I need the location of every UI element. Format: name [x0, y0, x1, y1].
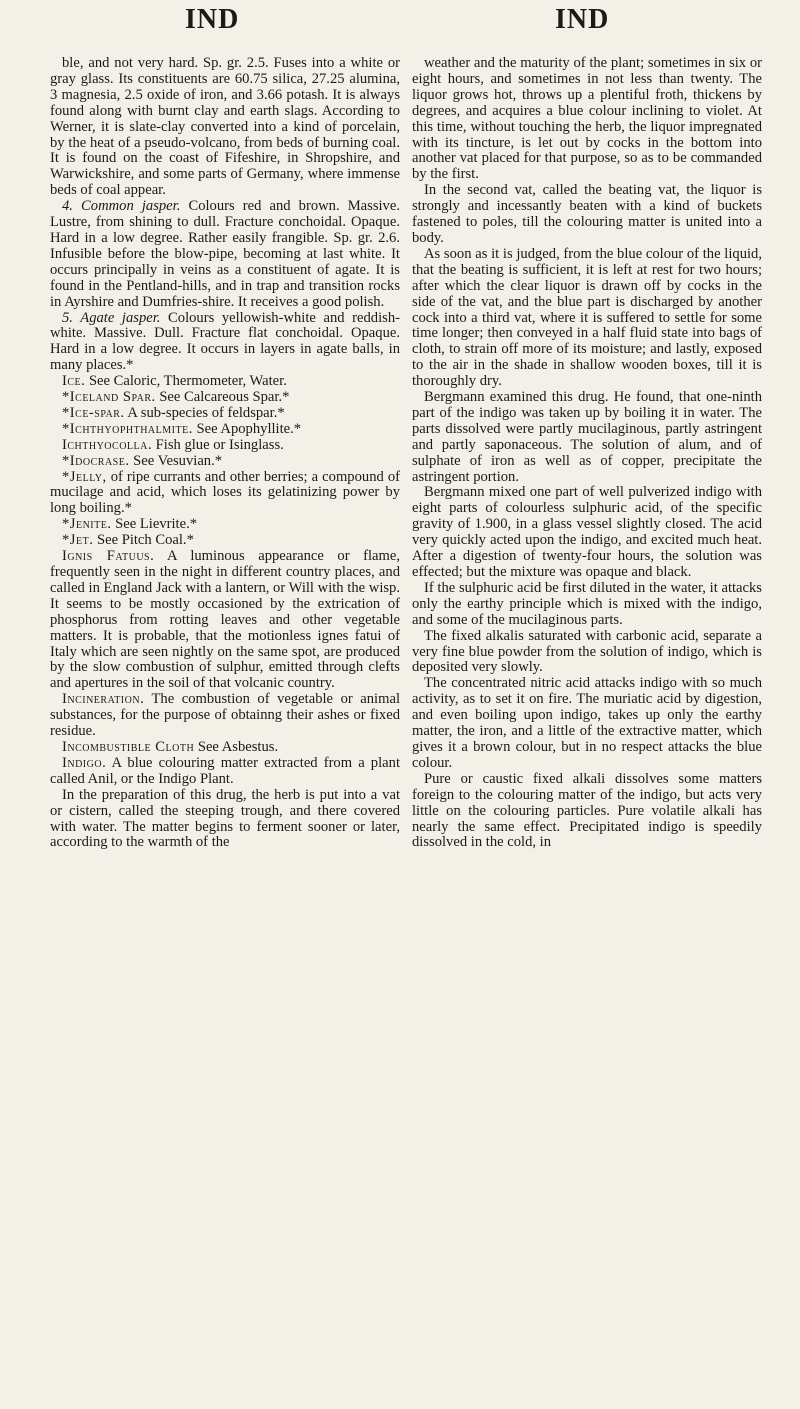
paragraph	[50, 56, 400, 199]
paragraph	[412, 676, 762, 771]
paragraph	[50, 692, 400, 740]
entry-text: Bergmann examined this drug. He found, that one-ninth part of the indigo was taken up by boiling it in water. The parts dissolved were partly mucilaginous, partly astringent and partly saponaceous. The solution of alum, and of sulphate of iron as well as of copper, precipitate the astringent portion.	[412, 389, 762, 485]
entry-headword: *Jet.	[62, 532, 94, 549]
entry-text: See Apophyllite.*	[192, 420, 302, 437]
entry-headword: 5. Agate jasper.	[62, 309, 161, 326]
entry-text: As soon as it is judged, from the blue colour of the liquid, that the beating is sufficient, it is left at rest for two hours; after which the clear liquor is drawn off by cocks in the side of the vat, and the blue part is discharged by another cock into a third vat, where it is suffered to settle for some time longer; then conveyed in a half fluid state into bags of cloth, to strain off more of its moisture; and lastly, exposed to the air in the shade in shallow wooden boxes, till it is thoroughly dry.	[412, 245, 762, 390]
paragraph	[412, 247, 762, 390]
paragraph	[50, 438, 400, 454]
entry-text: ble, and not very hard. Sp. gr. 2.5. Fuses into a white or gray glass. Its constituents are 60.75 silica, 27.25 alumina, 3 magnesia, 2.5 oxide of iron, and 3.66 potash. It is always found along with burnt clay and earth slags. According to Werner, it is slate-clay converted into a kind of porcelain, by the heat of a pseudo-volcano, from beds of burning coal. It is found on the coast of Fifeshire, in Shropshire, and Warwickshire, and some parts of Germany, where immense beds of coal appear.	[50, 55, 400, 199]
entry-text: If the sulphuric acid be first diluted in the water, it attacks only the earthy principle which is mixed with the indigo, and some of the mucilaginous parts.	[412, 579, 762, 628]
paragraph	[412, 390, 762, 485]
entry-text: A blue colouring matter extracted from a plant called Anil, or the Indigo Plant.	[50, 754, 400, 787]
paragraph	[50, 470, 400, 518]
entry-headword: Incombustible Cloth	[62, 738, 195, 755]
entry-headword: Indigo.	[62, 754, 107, 771]
paragraph	[412, 56, 762, 183]
paragraph	[50, 788, 400, 852]
entry-headword: Incineration.	[62, 691, 145, 708]
paragraph	[50, 311, 400, 375]
entry-headword: *Jenite.	[62, 516, 112, 533]
entry-text: weather and the maturity of the plant; sometimes in six or eight hours, and sometimes in not less than twenty. The liquor grows hot, throws up a plentiful froth, thickens by degrees, and acquires a blue colour inclining to violet. At this time, without touching the herb, the liquor impregnated with its tincture, is let out by cocks in the bottom into another vat placed for that purpose, so as to be commanded by the first.	[412, 55, 762, 183]
paragraph	[412, 581, 762, 629]
entry-headword: Ichthyocolla.	[62, 436, 153, 453]
paragraph	[50, 374, 400, 390]
paragraph	[412, 772, 762, 852]
paragraph	[50, 517, 400, 533]
paragraph	[50, 740, 400, 756]
entry-text: See Caloric, Thermometer, Water.	[85, 373, 287, 390]
entry-text: The combustion of vegetable or animal substances, for the purpose of obtainng their ashes or fixed residue.	[50, 691, 400, 740]
entry-text: In the preparation of this drug, the herb is put into a vat or cistern, called the steeping trough, and there covered with water. The matter begins to ferment sooner or later, according to the warmth of the	[50, 786, 400, 851]
entry-text: Bergmann mixed one part of well pulverized indigo with eight parts of colourless sulphuric acid, of the specific gravity of 1.900, in a glass vessel slightly closed. The acid very quickly acted upon the indigo, and excited much heat. After a digestion of twenty-four hours, the solution was effected; but the mixture was opaque and black.	[412, 484, 762, 580]
running-head-right: IND	[555, 4, 610, 35]
right-column	[412, 56, 762, 851]
entry-text: A sub-species of feldspar.*	[124, 404, 285, 421]
paragraph	[50, 390, 400, 406]
entry-text: See Asbestus.	[194, 738, 279, 755]
running-head-left: IND	[185, 4, 240, 35]
entry-text: The fixed alkalis saturated with carbonic acid, separate a very fine blue powder from the solution of indigo, which is deposited very slowly.	[412, 627, 762, 676]
entry-headword: *Ichthyophthalmite.	[62, 420, 193, 437]
entry-headword: *Idocrase.	[62, 452, 130, 469]
entry-headword: *Jelly,	[62, 468, 107, 485]
paragraph	[50, 549, 400, 692]
paragraph	[50, 756, 400, 788]
paragraph	[50, 406, 400, 422]
entry-text: Pure or caustic fixed alkali dissolves some matters foreign to the colouring matter of the indigo, but acts very little on the colouring particles. Pure volatile alkali has nearly the same effect. Precipitated indigo is speedily dissolved in the cold, in	[412, 770, 762, 851]
entry-headword: Ice.	[62, 373, 86, 390]
paragraph	[50, 422, 400, 438]
entry-headword: *Iceland Spar.	[62, 389, 156, 406]
paragraph	[412, 629, 762, 677]
left-column	[50, 56, 400, 851]
entry-headword: 4. Common jasper.	[62, 198, 181, 215]
entry-text: Fish glue or Isinglass.	[152, 436, 284, 453]
entry-text: A luminous appearance or flame, frequently seen in the night in different country places, and called in England Jack with a lantern, or Will with the wisp. It seems to be mostly occasioned by the extrication of phosphorus from rotting leaves and other vegetable matters. It is probable, that the motionless ignes fatui of Italy which are seen nightly on the same spot, are produced by the slow combustion of sulphur, emitted through clefts and apertures in the soil of that volcanic country.	[50, 548, 401, 692]
paragraph	[412, 183, 762, 247]
paragraph	[50, 454, 400, 470]
paragraph	[50, 533, 400, 549]
entry-text: See Calcareous Spar.*	[155, 389, 290, 406]
entry-text: of ripe currants and other berries; a compound of mucilage and acid, which loses its gelatinizing power by long boiling.*	[50, 468, 400, 517]
entry-text: See Pitch Coal.*	[93, 532, 194, 549]
paragraph	[412, 485, 762, 580]
entry-text: See Vesuvian.*	[129, 452, 223, 469]
entry-text: See Lievrite.*	[111, 516, 198, 533]
entry-headword: Ignis Fatuus.	[62, 548, 155, 565]
entry-text: In the second vat, called the beating vat, the liquor is strongly and incessantly beaten with a kind of buckets fastened to poles, till the colouring matter is united into a body.	[412, 182, 762, 246]
entry-text: Colours yellowish-white and reddish-white. Massive. Dull. Fracture flat conchoidal. Opaque. Hard in a low degree. It occurs in layers in agate balls, in many places.*	[50, 309, 400, 374]
paragraph	[50, 199, 400, 310]
entry-headword: *Ice-spar.	[62, 404, 125, 421]
entry-text: The concentrated nitric acid attacks indigo with so much activity, as to set it on fire. The muriatic acid by digestion, and even boiling upon indigo, takes up only the earthy matter, the iron, and a little of the extractive matter, which gives it a brown colour, but in no respect attacks the blue colour.	[412, 675, 762, 771]
entry-text: Colours red and brown. Massive. Lustre, from shining to dull. Fracture conchoidal. Opaque. Hard in a low degree. Rather easily frangible. Sp. gr. 2.6. Infusible before the blow-pipe, becoming at last white. It occurs principally in veins as a constituent of agate. It is found in the Pentland-hills, and in trap and transition rocks in Ayrshire and Dumfries-shire. It receives a good polish.	[50, 198, 400, 310]
